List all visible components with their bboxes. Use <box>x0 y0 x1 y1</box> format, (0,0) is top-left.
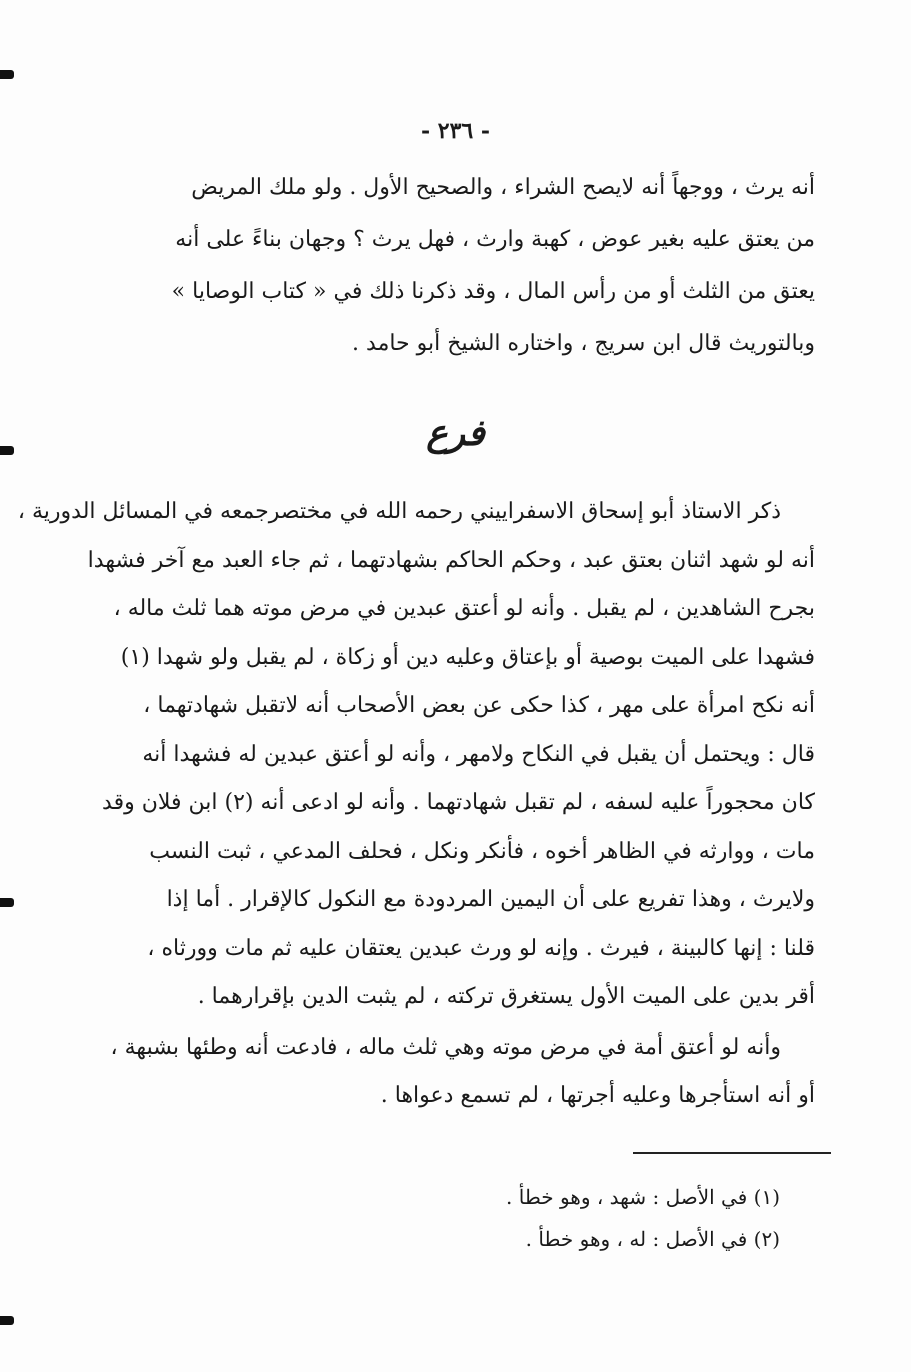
footnote-2: (٢) في الأصل : له ، وهو خطأ . <box>525 1227 780 1251</box>
paragraph-1 <box>100 162 815 370</box>
text-line: وبالتوريث قال ابن سريج ، واختاره الشيخ أبو حامد . <box>352 331 815 356</box>
text-line: أنه نكح امرأة على مهر ، كذا حكى عن بعض الأصحاب أنه لاتقبل شهادتهما ، <box>143 693 815 718</box>
text-line: ذكر الاستاذ أبو إسحاق الاسفراييني رحمه الله في مختصرجمعه في المسائل الدورية ، <box>17 499 781 524</box>
footnote-1: (١) في الأصل : شهد ، وهو خطأ . <box>506 1185 780 1209</box>
left-edge-mark <box>0 898 14 907</box>
left-edge-mark <box>0 1316 14 1325</box>
footnotes <box>300 1176 780 1260</box>
text-line: مات ، ووارثه في الظاهر أخوه ، فأنكر ونكل ، فحلف المدعي ، ثبت النسب <box>149 838 815 864</box>
text-line: أقر بدين على الميت الأول يستغرق تركته ، لم يثبت الدين بإقرارهما . <box>197 984 815 1009</box>
text-line: أنه يرث ، ووجهاً أنه لايصح الشراء ، والصحيح الأول . ولو ملك المريض <box>191 175 815 200</box>
text-line: وأنه لو أعتق أمة في مرض موته وهي ثلث ماله ، فادعت أنه وطئها بشبهة ، <box>110 1035 781 1060</box>
paragraph-3 <box>100 1024 815 1120</box>
text-line: قلنا : إنها كالبينة ، فيرث . وإنه لو ورث عبدين يعتقان عليه ثم مات وورثاه ، <box>147 935 815 961</box>
section-heading: فرع <box>426 412 485 454</box>
text-line: ولايرث ، وهذا تفريع على أن اليمين المردودة مع النكول كالإقرار . أما إذا <box>166 887 815 912</box>
text-line: من يعتق عليه بغير عوض ، كهبة وارث ، فهل يرث ؟ وجهان بناءً على أنه <box>175 227 815 252</box>
footnote-divider <box>633 1152 831 1154</box>
text-line: فشهدا على الميت بوصية أو بإعتاق وعليه دين أو زكاة ، لم يقبل ولو شهدا (١) <box>120 644 815 670</box>
paragraph-2 <box>17 488 815 1022</box>
text-line: بجرح الشاهدين ، لم يقبل . وأنه لو أعتق عبدين في مرض موته هما ثلث ماله ، <box>113 596 815 621</box>
text-line: قال : ويحتمل أن يقبل في النكاح ولامهر ، وأنه لو أعتق عبدين له فشهدا أنه <box>142 741 815 767</box>
text-line: يعتق من الثلث أو من رأس المال ، وقد ذكرنا ذلك في « كتاب الوصايا » <box>171 279 815 304</box>
text-line: أنه لو شهد اثنان بعتق عبد ، وحكم الحاكم بشهادتهما ، ثم جاء العبد مع آخر فشهدا <box>87 547 815 573</box>
text-line: أو أنه استأجرها وعليه أجرتها ، لم تسمع دعواها . <box>380 1083 815 1108</box>
left-edge-mark <box>0 70 14 79</box>
text-line: كان محجوراً عليه لسفه ، لم تقبل شهادتهما . وأنه لو ادعى أنه (٢) ابن فلان وقد <box>102 790 815 815</box>
page-number: - ٢٣٦ - <box>420 118 491 144</box>
